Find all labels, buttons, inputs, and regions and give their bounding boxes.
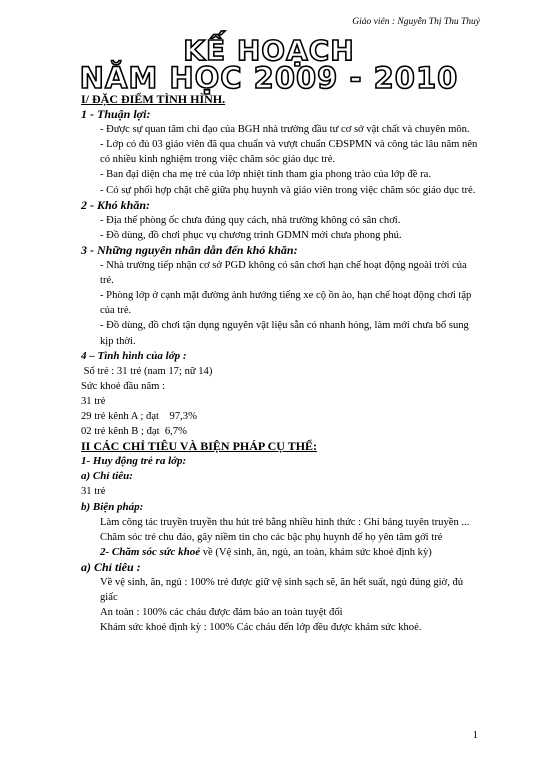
title-line-1: KẾ HOẠCH — [183, 34, 355, 67]
health-target-item: Khám sức khoẻ định kỳ : 100% Các cháu đến lớp đều được khám sức khoẻ. — [100, 622, 422, 634]
cause-item: - Nhà trường tiếp nhận cơ sở PGD không có sân chơi hạn chế hoạt động ngoài trời của trẻ. — [100, 260, 467, 287]
advantage-item: - Được sự quan tâm chỉ đạo của BGH nhà trường đầu tư cơ sở vật chất và chuyên môn. — [100, 124, 470, 136]
class-status-line: 02 trẻ kênh B ; đạt 6,7% — [81, 426, 187, 438]
health-targets-heading: a) Chỉ tiêu : — [81, 559, 141, 574]
health-care-heading: 2- Chăm sóc sức khoẻ — [100, 545, 201, 558]
difficulty-item: - Địa thế phòng ốc chưa đúng quy cách, nhà trường không có sân chơi. — [100, 214, 401, 226]
cause-item: - Phòng lớp ở cạnh mặt đường ảnh hưởng tiếng xe cộ ồn ào, hạn chế hoạt động chơi tập của trẻ. — [100, 290, 472, 317]
health-care-detail: về (Vệ sinh, ăn, ngủ, an toàn, khám sức khoẻ định kỳ) — [200, 546, 432, 558]
measure-item: Làm công tác truyền truyền thu hút trẻ bằng nhiều hình thức : Ghi bảng tuyên truyền ... — [100, 516, 470, 528]
title-line-2: NĂM HỌC 2009 - 2010 — [79, 61, 459, 95]
advantage-item: - Ban đại diện cha mẹ trẻ của lớp nhiệt tình tham gia phong trào của lớp đề ra. — [100, 169, 431, 181]
class-status-line: Sức khoẻ đầu năm : — [81, 380, 165, 392]
class-status-line: 31 trẻ — [81, 395, 106, 407]
mobilize-heading: 1- Huy động trẻ ra lớp: — [81, 455, 187, 468]
health-target-item: An toàn : 100% các cháu được đảm bảo an toàn tuyệt đối — [100, 607, 343, 619]
difficulty-item: - Đồ dùng, đồ chơi phục vụ chương trình GDMN mới chưa phong phú. — [100, 229, 402, 241]
class-status-line: Số trẻ : 31 trẻ (nam 17; nữ 14) — [81, 365, 213, 377]
document-body — [81, 92, 479, 635]
section-1-heading: I/ ĐẶC ĐIỂM TÌNH HÌNH. — [81, 92, 226, 106]
causes-heading: 3 - Những nguyên nhân dẫn đến khó khăn: — [81, 242, 298, 257]
difficulties-heading: 2 - Khó khăn: — [81, 197, 151, 212]
health-care-line — [81, 545, 479, 560]
health-target-item: Về vệ sinh, ăn, ngủ : 100% trẻ được giữ vệ sinh sạch sẽ, ăn hết suất, ngủ đúng giờ, đủ giấc — [100, 577, 464, 604]
advantage-item: - Có sự phối hợp chặt chẽ giữa phụ huynh và giáo viên trong việc chăm sóc giáo dục trẻ. — [100, 184, 476, 196]
targets-heading: a) Chỉ tiêu: — [81, 470, 133, 483]
targets-text: 31 trẻ — [81, 486, 106, 498]
class-status-heading: 4 – Tình hình của lớp : — [81, 349, 187, 362]
advantage-item: - Lớp có đủ 03 giáo viên đã qua chuẩn và vượt chuẩn CĐSPMN và công tác lâu năm nên có nhiều kinh nghiệm trong việc chăm sóc giáo dục trẻ. — [100, 139, 478, 166]
class-status-line: 29 trẻ kênh A ; đạt 97,3% — [81, 410, 197, 422]
cause-item: - Đồ dùng, đồ chơi tận dụng nguyên vật liệu sẵn có nhanh hỏng, làm mới chưa bổ sung kịp thời. — [100, 320, 469, 347]
measure-item: Chăm sóc trẻ chu đáo, gây niềm tin cho các bậc phụ huynh để họ yên tâm gởi trẻ — [100, 531, 443, 543]
measures-heading: b) Biện pháp: — [81, 500, 144, 513]
teacher-header: Giáo viên : Nguyễn Thị Thu Thuỷ — [352, 17, 480, 27]
section-2-heading: II CÁC CHỈ TIÊU VÀ BIỆN PHÁP CỤ THỂ: — [81, 439, 318, 454]
page-number: 1 — [472, 729, 478, 741]
advantages-heading: 1 - Thuận lợi: — [81, 107, 151, 122]
